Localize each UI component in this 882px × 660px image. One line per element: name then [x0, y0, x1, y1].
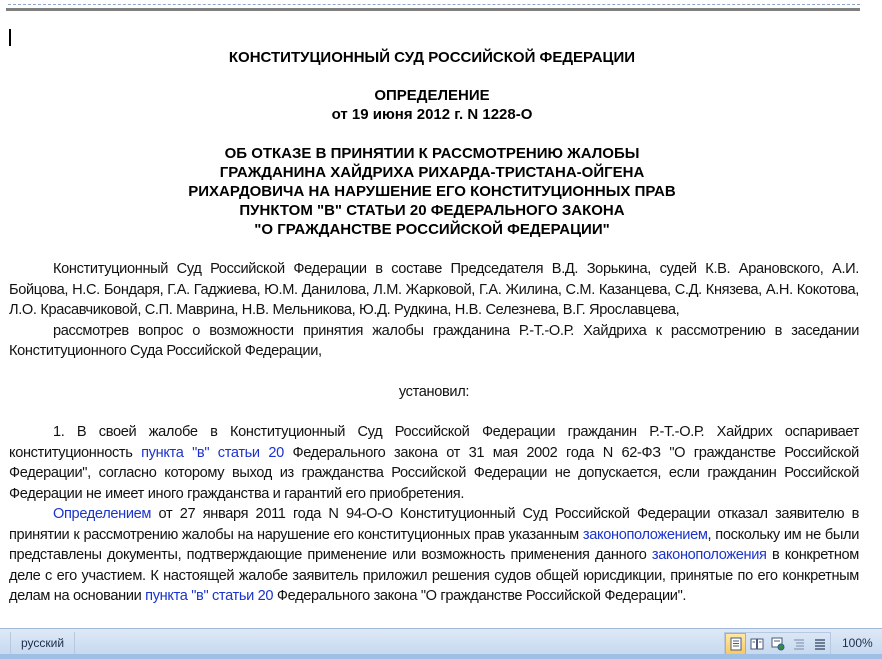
paragraph-1 — [9, 422, 859, 504]
decision-type: ОПРЕДЕЛЕНИЕ — [374, 87, 490, 104]
bottom-edge — [0, 654, 882, 659]
text-run: от 27 января 2011 года N 94-О-О Конституционный Суд Российской Федерации отказал заявителю в принятии к рассмотрению жалобы на нарушение его конституционных прав указанным — [9, 506, 859, 543]
subject-line: ГРАЖДАНИНА ХАЙДРИХА РИХАРДА-ТРИСТАНА-ОЙГЕНА — [219, 164, 645, 181]
full-screen-reading-icon — [750, 637, 764, 651]
decision-subject — [0, 144, 864, 239]
link-provision[interactable]: законоположением — [582, 526, 708, 543]
established-heading: установил: — [398, 383, 470, 400]
court-title: КОНСТИТУЦИОННЫЙ СУД РОССИЙСКОЙ ФЕДЕРАЦИИ — [228, 49, 636, 66]
decision-heading — [0, 86, 864, 124]
web-layout-icon — [771, 637, 785, 651]
link-article-20-2[interactable]: пункта "в" статьи 20 — [145, 588, 274, 604]
full-screen-reading-button[interactable] — [746, 633, 767, 655]
text-run: в конкретном деле с его участием. К настоящей жалобе заявитель приложил решения судов общей юрисдикции, принятые по его конкретным делам на основании — [9, 547, 859, 604]
header-rule — [6, 8, 860, 11]
link-article-20[interactable]: пункта "в" статьи 20 — [141, 444, 284, 461]
language-indicator[interactable]: русский — [10, 632, 75, 654]
subject-line: РИХАРДОВИЧА НА НАРУШЕНИЕ ЕГО КОНСТИТУЦИОННЫХ ПРАВ — [188, 183, 676, 200]
decision-date: от 19 июня 2012 г. N 1228-О — [331, 106, 533, 123]
header-boundary — [8, 4, 860, 5]
view-mode-buttons — [724, 632, 831, 656]
text-run: 1. В своей жалобе в Конституционный Суд Российской Федерации гражданин Р.-Т.-О.Р. Хайдрих оспаривает конституционность — [9, 424, 859, 461]
text-run: Федерального закона от 31 мая 2002 года N 62-ФЗ "О гражданстве Российской Федерации", согласно которому выход из гражданства Российской Федерации не допускается, если гражданин Российской Федерации не имеет иного гражданства и гарантий его приобретения. — [9, 444, 859, 502]
link-determination[interactable]: Определением — [53, 506, 152, 522]
outline-icon — [792, 637, 806, 651]
subject-line: ПУНКТОМ "В" СТАТЬИ 20 ФЕДЕРАЛЬНОГО ЗАКОНА — [239, 202, 625, 219]
text-run: Федерального закона "О гражданстве Российской Федерации". — [273, 588, 687, 604]
text-run: , поскольку им не были представлены документы, подтверждающие применение или возможность применения данного — [9, 526, 860, 563]
paragraph-considered: рассмотрев вопрос о возможности принятия жалобы гражданина Р.-Т.-О.Р. Хайдриха к рассмотрению в заседании Конституционного Суда Российской Федерации, — [9, 322, 859, 359]
web-layout-button[interactable] — [767, 633, 788, 655]
subject-line: ОБ ОТКАЗЕ В ПРИНЯТИИ К РАССМОТРЕНИЮ ЖАЛОБЫ — [224, 145, 640, 162]
print-layout-button[interactable] — [725, 633, 746, 655]
draft-button[interactable] — [809, 633, 830, 655]
text-cursor — [9, 29, 11, 46]
zoom-level[interactable]: 100% — [842, 636, 873, 650]
document-body — [9, 259, 859, 607]
subject-line: "О ГРАЖДАНСТВЕ РОССИЙСКОЙ ФЕДЕРАЦИИ" — [254, 221, 610, 238]
link-provision-2[interactable]: законоположения — [651, 547, 767, 563]
paragraph-2 — [9, 504, 859, 607]
paragraph-composition: Конституционный Суд Российской Федерации в составе Председателя В.Д. Зорькина, судей К.В. Арановского, А.И. Бойцова, Н.С. Бондаря, Г.А. Гаджиева, Ю.М. Данилова, Л.М. Жарковой, Г.А. Жилина, С.М. Казанцева, С.Д. Князева, А.Н. Кокотова, Л.О. Красавчиковой, С.П. Маврина, Н.В. Мельникова, Ю.Д. Рудкина, Н.В. Селезнева, В.Г. Ярославцева, — [9, 261, 859, 318]
outline-button[interactable] — [788, 633, 809, 655]
print-layout-icon — [729, 637, 743, 651]
draft-icon — [813, 637, 827, 651]
